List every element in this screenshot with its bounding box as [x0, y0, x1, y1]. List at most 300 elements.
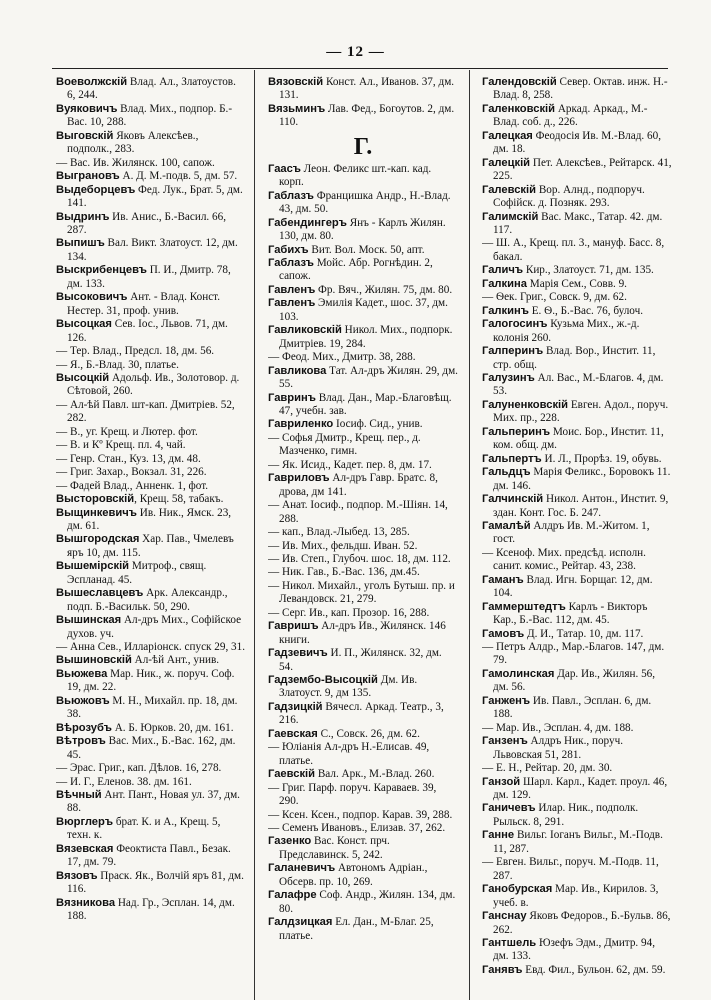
entry-details: Ал-дръ Мих., Софійское духов. уч. [67, 614, 242, 640]
directory-entry [482, 668, 672, 695]
entry-surname: Ганженъ [482, 694, 531, 707]
directory-entry [56, 533, 246, 560]
directory-entry [56, 695, 246, 722]
directory-entry [482, 399, 672, 426]
entry-details: А. Д. М.-подв. 5, дм. 57. [119, 170, 238, 183]
entry-details: Іосиф. Сид., унив. [333, 418, 423, 431]
entry-surname: Галузинъ [482, 371, 535, 384]
entry-details: Дар. Ив., Жилян. 56, дм. 56. [493, 667, 656, 694]
entry-details: Яковъ Алексѣев., подполк., 283. [67, 129, 199, 156]
entry-surname: Гальперинъ [482, 425, 551, 438]
directory-entry [56, 816, 246, 843]
entry-details: Влад. Дан., Мар.-Благовѣщ. 47, учебн. зав. [279, 391, 452, 417]
directory-entry [56, 157, 246, 170]
entry-details: Марія Феликс., Боровокъ 11. дм. 146. [493, 466, 671, 492]
directory-entry [482, 776, 672, 803]
directory-entry [482, 157, 672, 184]
entry-surname: Галевскій [482, 183, 537, 196]
entry-details: С., Совск. 26, дм. 62. [317, 727, 420, 740]
directory-entry [56, 130, 246, 157]
entry-surname: Выдринъ [56, 210, 110, 223]
entry-surname: Выграновъ [56, 170, 120, 183]
entry-details: Север. Октав. инж. Н.-Влад. 8, 258. [493, 76, 668, 102]
entry-details: Влад. Игн. Борщаг. 12, дм. 104. [493, 573, 653, 600]
entry-surname: Галичъ [482, 264, 524, 277]
directory-entry [482, 237, 672, 264]
directory-entry [56, 453, 246, 466]
entry-details: Вас. Мих., Б.-Вас. 162, дм. 45. [67, 735, 236, 761]
directory-entry [268, 257, 458, 284]
entry-details: Ел. Дан., М-Благ. 25, платье. [279, 916, 434, 942]
directory-entry [56, 359, 246, 372]
entry-details: И. Л., Прорѣз. 19, обувь. [541, 452, 662, 465]
entry-details: Никол. Мих., подпорк. Дмитріев. 19, 284. [279, 324, 453, 350]
entry-surname: Гадзицкій [268, 700, 323, 713]
directory-entry [482, 76, 672, 103]
directory-entry [482, 264, 672, 277]
entry-surname: Вязникова [56, 896, 116, 909]
directory-entry [56, 76, 246, 103]
entry-details: — Я., Б.-Влад. 30, платье. [56, 358, 179, 371]
directory-entry [268, 728, 458, 741]
entry-details: Фр. Вяч., Жилян. 75, дм. 80. [315, 283, 453, 296]
directory-entry [56, 426, 246, 439]
directory-entry [268, 889, 458, 916]
directory-entry [482, 641, 672, 668]
entry-details: Францишка Андр., Н.-Влад. 43, дм. 50. [279, 189, 451, 216]
directory-entry [268, 163, 458, 190]
directory-entry [482, 695, 672, 722]
entry-surname: Гаасъ [268, 162, 301, 175]
entry-details: Адольф. Ив., Золотовор. д. Сѣтовой, 260. [67, 371, 240, 398]
entry-surname: Выпишъ [56, 237, 105, 250]
entry-details: Арк. Александр., подп. Б.-Васильк. 50, 290. [67, 587, 228, 613]
entry-surname: Вязевская [56, 842, 114, 855]
directory-entry [268, 472, 458, 499]
directory-entry [482, 291, 672, 304]
entry-surname: Галкинъ [482, 304, 529, 317]
directory-entry [268, 324, 458, 351]
entry-surname: Гаевскій [268, 768, 316, 781]
entry-surname: Галаневичъ [268, 862, 336, 875]
entry-surname: Вязовъ [56, 869, 98, 882]
entry-surname: Гамолинская [482, 667, 555, 680]
entry-details: — Ив. Мих., фельдш. Иван. 52. [268, 539, 418, 552]
entry-details: Евд. Фил., Бульон. 62, дм. 59. [522, 963, 666, 976]
entry-surname: Гальдцъ [482, 466, 531, 479]
directory-entry [56, 318, 246, 345]
entry-details: Е. Ѳ., Б.-Вас. 76, булоч. [528, 304, 644, 317]
directory-entry [268, 392, 458, 419]
entry-surname: Гамалѣй [482, 519, 531, 532]
directory-entry [56, 211, 246, 238]
entry-details: — Анна Сев., Илларіонск. спуск 29, 31. [56, 641, 246, 654]
directory-entry [56, 654, 246, 667]
directory-entry [56, 587, 246, 614]
header-rule [52, 68, 668, 69]
entry-details: Автономъ Адріан., Обсерв. пр. 10, 269. [279, 862, 428, 888]
entry-details: Влад. Мих., подпор. Б.-Вас. 10, 288. [67, 102, 233, 129]
directory-entry [268, 365, 458, 392]
directory-entry [268, 701, 458, 728]
entry-surname: Гавликова [268, 364, 327, 377]
directory-entry [482, 722, 672, 735]
entry-surname: Воеволжскій [56, 76, 128, 88]
directory-entry [268, 607, 458, 620]
entry-surname: Габендингеръ [268, 216, 347, 229]
directory-entry [56, 614, 246, 641]
entry-surname: Гантшель [482, 937, 537, 949]
entry-details: Мар. Ив., Кирилов. 3, учеб. в. [493, 883, 659, 909]
directory-entry [56, 399, 246, 426]
entry-surname: Высоцкая [56, 318, 112, 331]
entry-details: Янъ - Карлъ Жилян. 130, дм. 80. [279, 216, 446, 243]
directory-entry [482, 453, 672, 466]
directory-entry [268, 418, 458, 431]
directory-entry [482, 883, 672, 910]
entry-surname: Вышинская [56, 614, 122, 627]
entry-details: — Евген. Вильг., поруч. М.-Подв. 11, 287. [482, 856, 659, 882]
entry-details: — Тер. Влад., Предсл. 18, дм. 56. [56, 345, 215, 358]
directory-entry [482, 964, 672, 977]
column-divider-2 [469, 70, 470, 1000]
directory-entry [56, 641, 246, 654]
directory-entry [268, 297, 458, 324]
entry-details: — Юліанія Ал-дръ Н.-Елисав. 49, платье. [268, 741, 430, 767]
directory-entry [56, 493, 246, 506]
entry-details: Вал. Арк., М.-Влад. 260. [315, 768, 435, 781]
entry-details: — Григ. Парф. поруч. Караваев. 39, 290. [268, 781, 437, 808]
entry-details: Пет. Алексѣев., Рейтарск. 41, 225. [493, 156, 672, 183]
entry-surname: Галдзицкая [268, 916, 333, 929]
directory-entry [268, 76, 458, 103]
directory-entry [482, 856, 672, 883]
column-2 [268, 76, 458, 996]
entry-surname: Гавликовскій [268, 324, 342, 337]
entry-details: — Анат. Іосиф., подпор. М.-Шіян. 14, 288. [268, 499, 448, 525]
directory-entry [268, 351, 458, 364]
entry-surname: Гавриленко [268, 418, 334, 431]
entry-surname: Высторовскій [56, 493, 135, 506]
entry-details: — Григ. Захар., Вокзал. 31, 226. [56, 466, 207, 479]
entry-details: Ант. - Влад. Конст. Нестер. 31, проф. унив. [67, 291, 221, 317]
entry-details: Леон. Феликс шт.-кап. кад. корп. [279, 162, 432, 189]
directory-entry [482, 211, 672, 238]
entry-details: Конст. Ал., Иванов. 37, дм. 131. [279, 76, 455, 102]
directory-entry [482, 318, 672, 345]
directory-entry [482, 426, 672, 453]
column-1 [56, 76, 246, 996]
directory-entry [268, 647, 458, 674]
entry-surname: Ганзенъ [482, 735, 528, 748]
entry-details: — Ксеноф. Мих. предсѣд. исполн. санит. комис., Рейтар. 43, 238. [482, 546, 646, 573]
entry-details: Мар. Ник., ж. поруч. Соф. 19, дм. 22. [67, 667, 235, 694]
entry-surname: Выговскій [56, 129, 114, 142]
entry-details: Праск. Як., Волчій яръ 81, дм. 116. [67, 869, 244, 896]
directory-entry [56, 372, 246, 399]
directory-entry [482, 601, 672, 628]
entry-details: Алдръ Ник., поруч. Львовская 51, 281. [493, 735, 623, 761]
directory-entry [482, 520, 672, 547]
entry-details: Над. Гр., Эсплан. 14, дм. 188. [67, 896, 235, 923]
entry-details: Дм. Ив. Златоуст. 9, дм 135. [279, 674, 418, 700]
entry-surname: Габихъ [268, 243, 309, 256]
entry-surname: Вышемірскій [56, 560, 130, 573]
entry-details: брат. К. и А., Крещ. 5, техн. к. [67, 815, 221, 842]
entry-details: Марія Сем., Совв. 9. [526, 277, 627, 290]
entry-surname: Вѣрозубъ [56, 721, 112, 734]
entry-surname: Гаманъ [482, 573, 524, 586]
entry-details: — Ш. А., Крещ. пл. 3., мануф. Басс. 8, бакал. [482, 237, 665, 263]
entry-details: Влад. Ал., Златоустов. 6, 244. [67, 76, 236, 102]
directory-entry [268, 284, 458, 297]
directory-entry [56, 789, 246, 816]
entry-surname: Вюрглеръ [56, 815, 114, 828]
directory-entry [56, 237, 246, 264]
directory-entry [482, 184, 672, 211]
entry-details: — кап., Влад.-Лыбед. 13, 285. [268, 526, 410, 539]
entry-details: — Семенъ Ивановъ., Елизав. 37, 262. [268, 822, 446, 835]
entry-details: Моис. Бор., Инстит. 11, ком. общ. дм. [493, 425, 664, 452]
entry-details: Тат. Ал-дръ Жилян. 29, дм. 55. [279, 364, 458, 391]
directory-entry [268, 580, 458, 607]
entry-details: — Петръ Алдр., Мар.-Благов. 147, дм. 79. [482, 641, 665, 667]
entry-details: — Як. Исид., Кадет. пер. 8, дм. 17. [268, 458, 432, 471]
directory-entry [482, 547, 672, 574]
entry-details: Ал-ѣй Ант., унив. [131, 654, 220, 667]
entry-details: — Фадей Влад., Анненк. 1, фот. [56, 479, 209, 492]
entry-surname: Вьюжовъ [56, 694, 110, 707]
entry-details: Карлъ - Викторъ Кар., Б.-Вас. 112, дм. 45. [493, 600, 648, 627]
entry-details: Феоктиста Павл., Безак. 17, дм. 79. [67, 842, 231, 869]
directory-entry [268, 741, 458, 768]
entry-details: — Ив. Степ., Глубоч. шос. 18, дм. 112. [268, 552, 451, 565]
entry-surname: Выскрибенцевъ [56, 264, 147, 277]
entry-surname: Гаевская [268, 727, 318, 740]
entry-details: Кир., Златоуст. 71, дм. 135. [523, 264, 654, 277]
entry-surname: Гавленъ [268, 283, 316, 296]
directory-entry [268, 553, 458, 566]
directory-entry [56, 776, 246, 789]
entry-surname: Высоцкій [56, 371, 110, 384]
entry-details: Ив. Павл., Эсплан. 6, дм. 188. [493, 694, 652, 721]
entry-surname: Высоковичъ [56, 291, 128, 304]
entry-surname: Вышеславцевъ [56, 587, 144, 600]
entry-details: Вячесл. Аркад. Театр., 3, 216. [279, 700, 444, 727]
entry-details: Аркад. Аркад., М.-Влад. соб. д., 226. [493, 102, 648, 129]
entry-surname: Вышгородская [56, 533, 140, 546]
entry-details: — Софья Дмитр., Крещ. пер., д. Мазченко, гимн. [268, 431, 421, 458]
entry-details: — В. и Кº Крещ. пл. 4, чай. [56, 439, 186, 452]
directory-entry [268, 459, 458, 472]
directory-entry [482, 628, 672, 641]
entry-details: Юзефъ Эдм., Дмитр. 94, дм. 133. [493, 937, 656, 963]
directory-entry [56, 439, 246, 452]
entry-surname: Вязовскій [268, 76, 324, 88]
entry-details: Мойс. Абр. Рогнѣдин. 2, сапож. [279, 256, 433, 283]
entry-details: Фед. Лук., Брат. 5, дм. 141. [67, 183, 243, 210]
directory-entry [268, 526, 458, 539]
directory-entry [268, 782, 458, 809]
directory-entry [482, 278, 672, 291]
directory-entry [268, 674, 458, 701]
entry-surname: Вязьминъ [268, 102, 326, 115]
entry-surname: Вѣтровъ [56, 735, 106, 748]
entry-surname: Газенко [268, 835, 312, 848]
directory-entry [268, 916, 458, 943]
directory-entry [268, 190, 458, 217]
directory-entry [56, 466, 246, 479]
directory-entry [268, 540, 458, 553]
entry-details: А. Б. Юрков. 20, дм. 161. [111, 721, 234, 734]
entry-surname: Гадзембо-Высоцкій [268, 674, 378, 687]
directory-entry [482, 910, 672, 937]
entry-details: Вор. Алнд., подпоруч. Софійск. д. Позняк. 293. [493, 183, 645, 210]
entry-surname: Галогосинъ [482, 318, 548, 331]
entry-surname: Гавленъ [268, 297, 316, 310]
entry-surname: Гавришъ [268, 620, 319, 633]
entry-surname: Выдеборцевъ [56, 183, 136, 196]
entry-details: Соф. Андр., Жилян. 134, дм. 80. [279, 889, 456, 915]
entry-details: — И. Г., Еленов. 38. дм. 161. [56, 775, 192, 788]
directory-entry [482, 574, 672, 601]
directory-entry [482, 735, 672, 762]
entry-surname: Гавриловъ [268, 472, 330, 485]
directory-entry [268, 768, 458, 781]
entry-details: Вал. Викт. Златоуст. 12, дм. 134. [67, 237, 238, 263]
entry-details: Кузьма Мих., ж.-д. колонія 260. [493, 318, 640, 344]
entry-surname: Ганичевъ [482, 802, 536, 815]
directory-entry [482, 305, 672, 318]
directory-entry [268, 822, 458, 835]
directory-entry [482, 802, 672, 829]
entry-surname: Ганснау [482, 910, 527, 923]
section-letter: Г. [353, 133, 373, 160]
entry-surname: Габлазъ [268, 256, 314, 269]
entry-details: Вас. Конст. прч. Предславинск. 5, 242. [279, 835, 390, 861]
entry-surname: Галчинскій [482, 493, 544, 506]
entry-details: — Ал-ѣй Павл. шт-кап. Дмитріев. 52, 282. [56, 398, 235, 425]
entry-details: , Крещ. 58, табакъ. [134, 493, 224, 506]
entry-details: Вит. Вол. Моск. 50, апт. [308, 243, 425, 256]
directory-entry [268, 835, 458, 862]
page-number: — 12 — [326, 44, 385, 60]
entry-details: — Феод. Мих., Дмитр. 38, 288. [268, 351, 416, 364]
directory-entry [56, 103, 246, 130]
directory-entry [268, 620, 458, 647]
entry-details: Вильг. Іоганъ Вильг., М.-Подв. 11, 287. [493, 829, 663, 855]
directory-entry [56, 735, 246, 762]
directory-entry [56, 870, 246, 897]
directory-entry [268, 499, 458, 526]
directory-entry [482, 372, 672, 399]
directory-entry [56, 560, 246, 587]
directory-entry [268, 217, 458, 244]
entry-details: Ал. Вас., М.-Благов. 4, дм. 53. [493, 371, 664, 398]
entry-details: — Серг. Ив., кап. Прозор. 16, 288. [268, 606, 430, 619]
directory-entry [268, 244, 458, 257]
entry-details: Лав. Фед., Богоутов. 2, дм. 110. [279, 102, 455, 129]
entry-surname: Вѣчный [56, 789, 102, 802]
entry-details: Ив. Ник., Ямск. 23, дм. 61. [67, 506, 232, 532]
directory-entry [268, 862, 458, 889]
entry-surname: Галимскій [482, 210, 539, 223]
entry-surname: Галкина [482, 277, 527, 290]
entry-details: П. И., Дмитр. 78, дм. 133. [67, 264, 231, 290]
entry-details: Эмилія Кадет., шос. 37, дм. 103. [279, 297, 448, 323]
entry-details: — Генр. Стан., Куз. 13, дм. 48. [56, 452, 201, 465]
directory-entry [268, 432, 458, 459]
entry-surname: Галендовскій [482, 76, 557, 88]
directory-entry [56, 897, 246, 924]
entry-details: — Ксен. Ксен., подпор. Карав. 39, 288. [268, 808, 453, 821]
column-3 [482, 76, 672, 996]
entry-details: Хар. Пав., Чмелевъ яръ 10, дм. 115. [67, 533, 234, 559]
directory-entry [482, 130, 672, 157]
entry-details: Ал-дръ Ив., Жилянск. 146 книги. [279, 620, 446, 646]
directory-entry [482, 345, 672, 372]
directory-entry [482, 829, 672, 856]
entry-surname: Гаммерштедтъ [482, 600, 566, 613]
directory-entry [56, 345, 246, 358]
entry-details: Д. И., Татар. 10, дм. 117. [524, 627, 644, 640]
entry-surname: Вуяковичъ [56, 102, 118, 115]
directory-entry [482, 762, 672, 775]
directory-entry [268, 809, 458, 822]
entry-details: Алдръ Ив. М.-Житом. 1, гост. [493, 519, 650, 546]
entry-details: — Никол. Михайл., уголъ Бутыш. пр. и Левандовск. 21, 279. [268, 579, 455, 606]
entry-details: — Ник. Гав., Б.-Вас. 136, дм.45. [268, 566, 420, 579]
entry-surname: Вышиновскій [56, 654, 132, 667]
directory-entry [482, 937, 672, 964]
entry-details: Вас. Макс., Татар. 42. дм. 117. [493, 210, 663, 236]
directory-entry [268, 103, 458, 130]
entry-details: М. Н., Михайл. пр. 18, дм. 38. [67, 694, 238, 721]
entry-surname: Галперинъ [482, 345, 544, 358]
entry-details: — Е. Н., Рейтар. 20, дм. 30. [482, 762, 613, 775]
directory-entry [56, 762, 246, 775]
entry-surname: Выщинкевичъ [56, 506, 137, 519]
entry-details: Евген. Адол., поруч. Мих. пр., 228. [493, 398, 669, 425]
entry-details: Влад. Вор., Инстит. 11, стр. общ. [493, 345, 656, 371]
directory-entry [56, 668, 246, 695]
directory-entry [56, 264, 246, 291]
entry-surname: Гавринъ [268, 391, 316, 404]
entry-details: Ив. Анис., Б.-Васил. 66, 287. [67, 210, 227, 236]
entry-surname: Ганне [482, 829, 515, 842]
directory-entry [482, 493, 672, 520]
entry-surname: Габлазъ [268, 189, 314, 202]
entry-surname: Гадзевичъ [268, 647, 328, 660]
directory-entry [56, 480, 246, 493]
entry-details: — Вас. Ив. Жилянск. 100, сапож. [56, 156, 215, 169]
directory-entry [56, 722, 246, 735]
entry-details: Феодосія Ив. М.-Влад. 60, дм. 18. [493, 129, 661, 156]
directory-entry [56, 507, 246, 534]
entry-details: — В., уг. Крещ. и Лютер. фот. [56, 425, 198, 438]
directory-entry [56, 184, 246, 211]
entry-details: — Мар. Ив., Эсплан. 4, дм. 188. [482, 721, 634, 734]
entry-details: — Ѳек. Григ., Совск. 9, дм. 62. [482, 291, 627, 304]
entry-surname: Галафре [268, 889, 317, 902]
entry-details: Сев. Іос., Львов. 71, дм. 126. [67, 318, 228, 344]
entry-details: Ал-дръ Гавр. Братс. 8, дрова, дм 141. [279, 472, 438, 498]
entry-details: Яковъ Федоров., Б.-Бульв. 86, 262. [493, 910, 671, 936]
entry-surname: Ганявъ [482, 963, 523, 976]
entry-surname: Ганобурская [482, 883, 553, 896]
entry-surname: Галенковскій [482, 102, 556, 115]
entry-surname: Галецкая [482, 129, 533, 142]
